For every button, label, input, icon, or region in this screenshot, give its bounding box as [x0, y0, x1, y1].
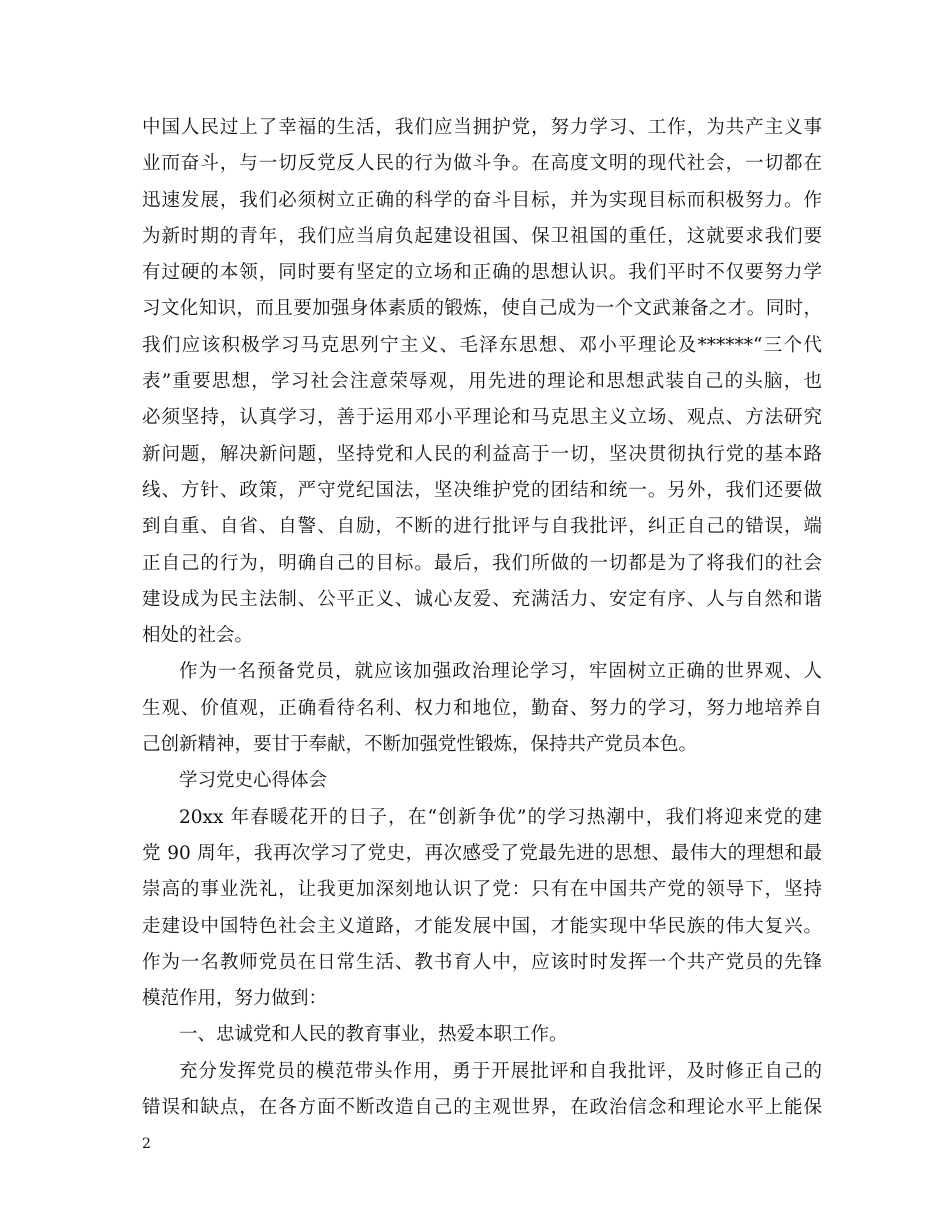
text-line: 己创新精神，要甘于奉献，不断加强党性锻炼，保持共产党员本色。 — [142, 734, 698, 756]
text-line: 学习党史心得体会 — [179, 770, 328, 792]
text-line: 到自重、自省、自警、自励，不断的进行批评与自我批评，纠正自己的错误，端 — [142, 516, 822, 538]
text-line: 有过硬的本领，同时要有坚定的立场和正确的思想认识。我们平时不仅要努力学 — [142, 262, 822, 284]
text-line: 表”重要思想，学习社会注意荣辱观，用先进的理论和思想武装自己的头脑，也 — [142, 371, 822, 393]
text-line: 迅速发展，我们必须树立正确的科学的奋斗目标，并为实现目标而积极努力。作 — [142, 189, 822, 211]
text-line: 充分发挥党员的模范带头作用，勇于开展批评和自我批评，及时修正自己的 — [179, 1060, 822, 1082]
text-line: 建设成为民主法制、公平正义、诚心友爱、充满活力、安定有序、人与自然和谐 — [142, 588, 822, 610]
text-line: 作为一名教师党员在日常生活、教书育人中，应该时时发挥一个共产党员的先锋 — [142, 951, 822, 973]
text-line: 相处的社会。 — [142, 625, 254, 647]
text-line: 模范作用，努力做到： — [142, 988, 328, 1010]
text-line: 新问题，解决新问题，坚持党和人民的利益高于一切，坚决贯彻执行党的基本路 — [142, 443, 822, 465]
document-body — [142, 110, 822, 1126]
text-line: 走建设中国特色社会主义道路，才能发展中国，才能实现中华民族的伟大复兴。 — [142, 915, 822, 937]
text-line: 为新时期的青年，我们应当肩负起建设祖国、保卫祖国的重任，这就要求我们要 — [142, 225, 822, 247]
text-line: 业而奋斗，与一切反党反人民的行为做斗争。在高度文明的现代社会，一切都在 — [142, 153, 822, 175]
text-line: 20xx 年春暖花开的日子，在“创新争优”的学习热潮中，我们将迎来党的建 — [179, 806, 822, 828]
text-line: 正自己的行为，明确自己的目标。最后，我们所做的一切都是为了将我们的社会 — [142, 552, 822, 574]
text-line: 党 90 周年，我再次学习了党史，再次感受了党最先进的思想、最伟大的理想和最 — [142, 842, 822, 864]
text-line: 我们应该积极学习马克思列宁主义、毛泽东思想、邓小平理论及******“三个代 — [142, 334, 822, 356]
text-line: 必须坚持，认真学习，善于运用邓小平理论和马克思主义立场、观点、方法研究 — [142, 407, 822, 429]
text-line: 错误和缺点，在各方面不断改造自己的主观世界，在政治信念和理论水平上能保 — [142, 1097, 822, 1119]
text-line: 中国人民过上了幸福的生活，我们应当拥护党，努力学习、工作，为共产主义事 — [142, 117, 822, 138]
text-line: 习文化知识，而且要加强身体素质的锻炼，使自己成为一个文武兼备之才。同时， — [142, 298, 822, 320]
text-line: 崇高的事业洗礼，让我更加深刻地认识了党：只有在中国共产党的领导下，坚持 — [142, 879, 822, 901]
page-number: 2 — [142, 1136, 151, 1152]
text-line: 一、忠诚党和人民的教育事业，热爱本职工作。 — [179, 1024, 568, 1046]
text-line: 作为一名预备党员，就应该加强政治理论学习，牢固树立正确的世界观、人 — [179, 661, 822, 683]
text-line: 生观、价值观，正确看待名利、权力和地位，勤奋、努力的学习，努力地培养自 — [142, 697, 822, 719]
text-line: 线、方针、政策，严守党纪国法，坚决维护党的团结和统一。另外，我们还要做 — [142, 479, 822, 501]
